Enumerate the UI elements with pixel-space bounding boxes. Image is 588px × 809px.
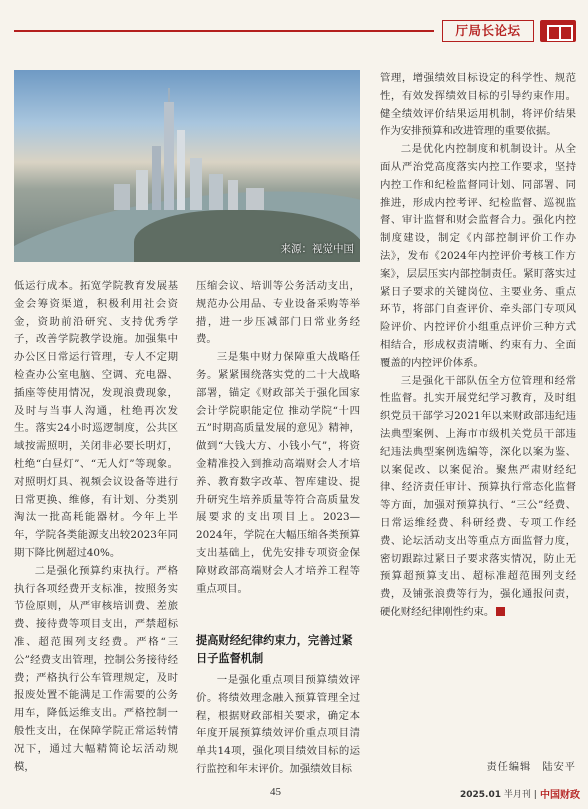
header-rule xyxy=(14,30,434,32)
building xyxy=(228,180,238,210)
responsible-editor: 责任编辑 陆安平 xyxy=(486,762,576,773)
shanghai-skyline-photo xyxy=(14,70,360,262)
magazine-logo-icon xyxy=(540,20,576,42)
paragraph: 低运行成本。拓宽学院教育发展基金会筹资渠道，积极利用社会资金，资助前沿研究、支持优秀学子，改善学院教学设施。加强集中办公区日常运行管理，专人不定期检查办公室电脑、空调、充电器、插座等使用情况，发现浪费现象，及时与当事人沟通，杜绝再次发生。落实24小时巡逻制度，公共区域按需照明，关闭非必要长明灯，杜绝“白昼灯”、“无人灯”等现象。对照明灯具、视频会议设备等进行日常更换、维修，有计划、分类别淘汰一批高耗能器材。今年上半年，学院各类能源支出较2023年同期下降比例超过40%。 xyxy=(14,280,178,559)
column-1 xyxy=(14,278,178,776)
paragraph: 三是集中财力保障重大战略任务。紧紧围绕落实党的二十大战略部署，锚定《财政部关于强化国家会计学院职能定位 推动学院“十四五”时期高质量发展的意见》精神，做到“大钱大方、小钱小气”，将资金精准投入到推动高端财会人才培养、教育数字改革、智库建设、提升研究生培养质量等符合高质量发展要求的支出项目上。2023—2024年，学院在大幅压缩各类预算支出基础上，优先安排专项资金保障财政部高端财会人才培养工程等重点项目。 xyxy=(196,351,360,595)
end-mark-icon xyxy=(496,607,505,616)
building xyxy=(246,188,264,210)
brand-name: 中国财政 xyxy=(540,790,580,801)
paragraph: 一是强化重点项目预算绩效评价。将绩效理念融入预算管理全过程，根据财政部相关要求，确定本年度开展预算绩效评价重点项目清单共14项，强化项目绩效目标的运行监控和年末评价。加强绩效目标 xyxy=(196,674,360,775)
page-number: 45 xyxy=(270,786,281,798)
photo-credit: 来源：视觉中国 xyxy=(280,243,354,255)
building xyxy=(209,174,223,210)
issue-date: 2025.01 xyxy=(460,790,501,800)
building xyxy=(136,170,148,210)
issue-info: 2025.01 半月刊 | xyxy=(460,790,537,800)
column-3 xyxy=(380,70,576,622)
column-2-continued xyxy=(196,672,360,779)
column-title: 厅局长论坛 xyxy=(442,20,534,42)
building xyxy=(177,130,185,210)
tower-spire xyxy=(168,88,170,102)
paragraph-text: 三是强化干部队伍全方位管理和经常性监督。扎实开展党纪学习教育，及时组织党员干部学习2021年以来财政部违纪违法典型案例、上海市市级机关党员干部违纪违法典型案例选编等，深化以案为鉴、以案促改、以案促治。聚焦严肃财经纪律、经济责任审计、预算执行常态化监督等方面，加强对预算执行、“三公”经费、日常运维经费、科研经费、专项工作经费、论坛活动支出等重点方面监督力度，密切跟踪过紧日子要求落实情况，防止无预算超预算支出、超标准超范围列支经费，及铺张浪费等行为，强化通报问责，硬化财经纪律刚性约束。 xyxy=(380,374,576,618)
building xyxy=(152,146,161,210)
paragraph: 管理，增强绩效目标设定的科学性、规范性，有效发挥绩效目标的引导约束作用。健全绩效评价结果运用机制，将评价结果作为安排预算和改进管理的重要依据。 xyxy=(380,72,576,138)
column-2 xyxy=(196,278,360,598)
building xyxy=(190,158,202,210)
section-heading: 提高财经纪律约束力，完善过紧日子监督机制 xyxy=(196,634,353,665)
building xyxy=(114,184,130,210)
paragraph: 压缩会议、培训等公务活动支出，规范办公用品、专业设备采购等举措，进一步压减部门日常业务经费。 xyxy=(196,280,360,346)
paragraph: 二是优化内控制度和机制设计。从全面从严治党高度落实内控工作要求，坚持内控工作和纪检监督同计划、同部署、同推进，形成内控考评、纪检监督、巡视监督、审计监督和财会监督合力。强化内控制度建设，制定《内部控制评价工作办法》，发布《2024年内控评价考核工作方案》，层层压实内部控制责任。紧盯落实过紧日子要求的关键岗位、主要业务、重点环节，将部门自查评价、牵头部门专项风险评价、内控评价小组重点评价三种方式相结合，形成权责清晰、约束有力、全面覆盖的内控评价体系。 xyxy=(380,143,576,369)
page-footer xyxy=(0,784,588,804)
tower-building xyxy=(164,102,174,210)
paragraph-last xyxy=(380,373,576,622)
paragraph: 二是强化预算约束执行。严格执行各项经费开支标准，按照务实节俭原则，从严审核培训费、差旅费、接待费等项目支出，严禁超标准、超范围列支经费。严格“三公”经费支出管理，控制公务接待经费；严格执行公车管理规定，及时报废处置不能满足工作需要的公务用车，降低运维支出。严格控制一般性支出，在保障学院正常运转情况下，通过大幅精简论坛活动规模， xyxy=(14,564,178,773)
issue-label: 半月刊 xyxy=(503,790,531,800)
page-header xyxy=(0,18,588,44)
